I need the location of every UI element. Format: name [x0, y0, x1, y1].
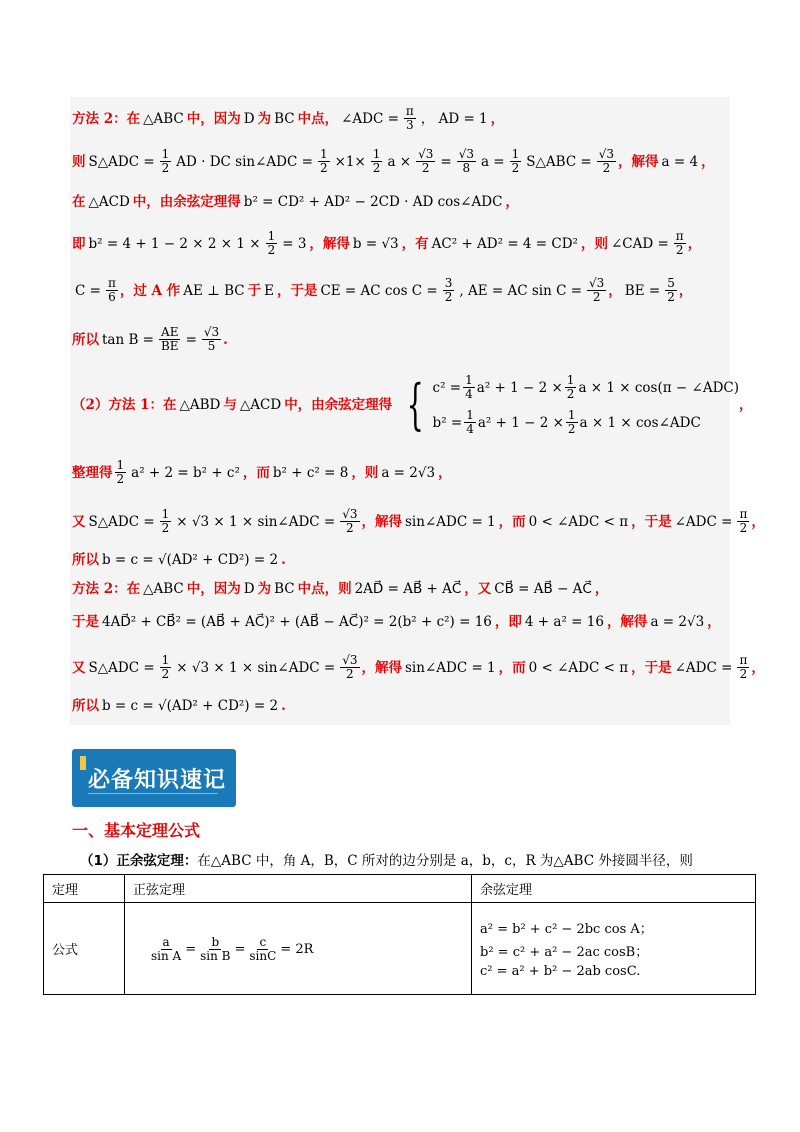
- text: 于: [247, 282, 262, 299]
- math: ×1×: [334, 153, 366, 170]
- table-header-cell: 余弦定理: [472, 875, 756, 903]
- math: S△ADC =: [88, 659, 155, 676]
- fraction: $\frac{AE}{BE}$: [160, 325, 179, 353]
- equation-system: [398, 374, 739, 436]
- solution-line: [72, 148, 715, 175]
- text: 中点，: [297, 110, 339, 127]
- text: 中，由余弦定理得: [132, 194, 241, 210]
- fraction: $\frac{1}{2}$: [372, 147, 381, 175]
- math: sin∠ADC = 1: [405, 513, 496, 530]
- text: ，则: [580, 235, 608, 252]
- math: b² + c² = 8: [272, 464, 349, 481]
- intro-text: 在△ABC 中，角 A，B，C 所对的边分别是 a，b，c，R 为△ABC 外接圆半径，则: [197, 853, 693, 869]
- math: D: [243, 581, 255, 597]
- fraction: $\frac{\pi}{2}$: [739, 507, 748, 535]
- solution-line: [72, 459, 452, 486]
- math: CB⃗ = AB⃗ − AC⃗: [494, 581, 592, 597]
- text: ，: [594, 581, 609, 597]
- cosine-formula: a² = b² + c² − 2bc cos A；: [480, 922, 653, 937]
- math: 4 + a² = 16: [524, 614, 604, 630]
- math: a² + 2 = b² + c²: [131, 464, 240, 481]
- fraction: $\frac{a}{\text{sin A}}$: [151, 934, 182, 963]
- math: D: [243, 110, 255, 127]
- left-brace: {: [406, 373, 424, 436]
- math: S△ADC =: [88, 513, 155, 530]
- math: = 3: [282, 235, 307, 252]
- math: a × 1 × cos∠ADC: [579, 414, 701, 431]
- fraction: $\frac{1}{2}$: [161, 507, 170, 535]
- math: BE =: [624, 282, 661, 299]
- text: 为: [257, 581, 272, 597]
- math: ， AD = 1: [420, 110, 488, 127]
- text: .: [281, 698, 286, 714]
- text: ，则: [351, 464, 379, 481]
- text: 于是: [72, 614, 99, 630]
- math: × √3 × 1 × sin∠ADC =: [176, 513, 336, 530]
- math: a = 4: [661, 153, 699, 170]
- text: 所以: [72, 698, 99, 714]
- math: a ×: [387, 153, 412, 170]
- header-underline: [88, 793, 218, 794]
- text: 方法 2：在: [72, 110, 141, 127]
- fraction: $\frac{1}{2}$: [161, 653, 170, 681]
- math: =: [185, 331, 197, 348]
- math: AE ⊥ BC: [183, 282, 245, 299]
- fraction: $\frac{c}{\sin C}$: [249, 934, 277, 963]
- math: BC: [274, 581, 295, 597]
- math: a =: [480, 153, 505, 170]
- text: 中，因为: [186, 110, 241, 127]
- math: ∠ADC =: [674, 513, 733, 530]
- text: ，解得: [361, 659, 402, 676]
- table-header-cell: 定理: [44, 875, 125, 903]
- fraction: $\frac{\pi}{2}$: [739, 653, 748, 681]
- math: BC: [274, 110, 295, 127]
- cosine-formula: c² = a² + b² − 2ab cosC.: [480, 964, 641, 979]
- row-label: 公式: [44, 903, 125, 995]
- cosine-law-cell: [472, 903, 756, 995]
- text: ，: [707, 614, 721, 630]
- math: E: [264, 282, 274, 299]
- fraction: $\frac{1}{2}$: [319, 147, 328, 175]
- math: S△ADC =: [88, 153, 155, 170]
- text: 在: [72, 194, 86, 210]
- text: 中点，则: [297, 581, 352, 597]
- table-header-cell: 正弦定理: [125, 875, 472, 903]
- text: 则: [72, 153, 86, 170]
- fraction: $\frac{√3}{2}$: [342, 507, 358, 535]
- text: （2）方法 1：在: [72, 397, 177, 413]
- fraction: $\frac{1}{2}$: [566, 373, 575, 401]
- text: 所以: [72, 331, 99, 348]
- text: ，: [751, 659, 765, 676]
- math: b² = CD² + AD² − 2CD · AD cos∠ADC: [243, 194, 503, 210]
- text: ，解得: [606, 614, 648, 630]
- math: C =: [75, 282, 101, 299]
- solution-line: [72, 277, 692, 304]
- math: a = 2√3: [650, 614, 705, 630]
- text: ，过 A 作: [119, 282, 181, 299]
- math: AD · DC sin∠ADC =: [176, 153, 313, 170]
- solution-line: [72, 508, 765, 535]
- text: ，: [751, 513, 765, 530]
- math: a² + 1 − 2 ×: [476, 379, 563, 396]
- fraction: $\frac{√3}{2}$: [342, 653, 358, 681]
- text: 为: [257, 110, 272, 127]
- text: ，解得: [361, 513, 402, 530]
- math: 4AD⃗² + CB⃗² = (AB⃗ + AC⃗)² + (AB⃗ − AC⃗)² = 2(b² + c²) = 16: [102, 614, 492, 630]
- math: △ACD: [88, 194, 130, 210]
- math: ∠CAD =: [610, 235, 669, 252]
- text: ，解得: [309, 235, 350, 252]
- text: 方法 2：在: [72, 581, 141, 597]
- fraction: $\frac{\pi}{3}$: [405, 104, 414, 132]
- math: 0 < ∠ADC < π: [528, 659, 629, 676]
- math: △ACD: [239, 397, 282, 413]
- text: ，: [678, 282, 693, 299]
- text: .: [281, 552, 286, 568]
- solution-line: [72, 326, 228, 353]
- fraction: $\frac{1}{2}$: [267, 229, 276, 257]
- fraction: $\frac{√3}{5}$: [203, 325, 220, 353]
- table-row: [44, 903, 756, 995]
- fraction: $\frac{√3}{2}$: [589, 276, 605, 304]
- fraction: $\frac{√3}{8}$: [458, 147, 474, 175]
- fraction: $\frac{\pi}{2}$: [675, 229, 684, 257]
- sine-law-cell: $\frac{a}{\text{sin A}}$ = $\frac{b}{\text{sin B}}$ = $\frac{c}{\sin C}$ = 2R: [125, 903, 472, 995]
- text: ，有: [401, 235, 429, 252]
- math: , AE = AC sin C =: [459, 282, 583, 299]
- table-header-row: [44, 875, 756, 903]
- text: ，于是: [631, 659, 672, 676]
- solution-line: [72, 105, 504, 132]
- math: △ABC: [143, 110, 184, 127]
- section-title: 一、基本定理公式: [72, 821, 201, 840]
- text: ，解得: [618, 153, 659, 170]
- text: ，而: [498, 513, 526, 530]
- header-title: 必备知识速记: [88, 768, 227, 793]
- math: S△ABC =: [526, 153, 592, 170]
- math: b = c = √(AD² + CD²) = 2: [102, 552, 279, 568]
- math: a² + 1 − 2 ×: [477, 414, 564, 431]
- text: ，于是: [631, 513, 672, 530]
- fraction: $\frac{√3}{2}$: [598, 147, 615, 175]
- fraction: $\frac{\pi}{6}$: [107, 276, 116, 304]
- text: ，: [608, 282, 622, 299]
- text: ，: [687, 235, 702, 252]
- header-accent-mark: [80, 756, 86, 770]
- fraction: $\frac{√3}{2}$: [418, 147, 434, 175]
- fraction: $\frac{1}{2}$: [511, 147, 520, 175]
- fraction: $\frac{3}{2}$: [444, 276, 453, 304]
- fraction: $\frac{b}{\text{sin B}}$: [200, 934, 231, 963]
- text: ，: [505, 194, 519, 210]
- text: .: [223, 331, 228, 348]
- solution-line: [72, 374, 753, 436]
- math: ∠ADC =: [341, 110, 399, 127]
- text: ，: [490, 110, 505, 127]
- math: 2AD⃗ = AB⃗ + AC⃗: [354, 581, 462, 597]
- math: × √3 × 1 × sin∠ADC =: [176, 659, 336, 676]
- fraction: $\frac{5}{2}$: [667, 276, 675, 304]
- math: tan B =: [102, 331, 154, 348]
- math: CE = AC cos C =: [320, 282, 438, 299]
- math: b = √3: [352, 235, 399, 252]
- fraction: $\frac{1}{2}$: [161, 147, 170, 175]
- math: 0 < ∠ADC < π: [528, 513, 629, 530]
- math: sin∠ADC = 1: [405, 659, 496, 676]
- text: 又: [72, 659, 86, 676]
- text: ，而: [242, 464, 270, 481]
- math: b² = 4 + 1 − 2 × 2 × 1 ×: [88, 235, 261, 252]
- solution-line: [72, 230, 701, 257]
- text: 又: [72, 513, 86, 530]
- fraction: $\frac{1}{2}$: [567, 408, 576, 436]
- math: a = 2√3: [381, 464, 436, 481]
- text: 所以: [72, 552, 99, 568]
- math: b = c = √(AD² + CD²) = 2: [102, 698, 279, 714]
- solution-line: [72, 193, 519, 211]
- text: 即: [72, 235, 86, 252]
- math: b² =: [432, 414, 463, 431]
- cosine-formula: b² = c² + a² − 2ac cosB；: [480, 945, 649, 960]
- text: ，: [438, 464, 452, 481]
- theorem-table: [43, 874, 756, 995]
- solution-line: [72, 654, 765, 681]
- math: △ABD: [179, 397, 221, 413]
- text: ，又: [464, 581, 492, 597]
- fraction: $\frac{1}{2}$: [116, 458, 125, 486]
- fraction: $\frac{1}{4}$: [465, 373, 473, 401]
- text: ，于是: [276, 282, 318, 299]
- math: ∠ADC =: [674, 659, 733, 676]
- math: = 2R: [280, 941, 314, 957]
- text: 中，因为: [186, 581, 241, 597]
- solution-line: [72, 697, 286, 715]
- text: ，即: [494, 614, 522, 630]
- math: =: [440, 153, 452, 170]
- math: a × 1 × cos(π − ∠ADC): [578, 379, 739, 396]
- math: △ABC: [143, 581, 184, 597]
- math: AC² + AD² = 4 = CD²: [431, 235, 578, 252]
- fraction: $\frac{1}{4}$: [466, 408, 474, 436]
- text: 与: [223, 397, 237, 413]
- text: ，而: [498, 659, 526, 676]
- text: 中，由余弦定理得: [284, 397, 393, 413]
- text: 整理得: [72, 464, 113, 481]
- math: c² =: [432, 379, 462, 396]
- solution-line: [72, 580, 608, 598]
- text: ，: [739, 397, 753, 413]
- solution-line: [72, 613, 721, 631]
- intro-line: [80, 849, 693, 869]
- solution-line: [72, 551, 286, 569]
- intro-label: （1）正余弦定理：: [80, 853, 198, 869]
- text: ，: [701, 153, 715, 170]
